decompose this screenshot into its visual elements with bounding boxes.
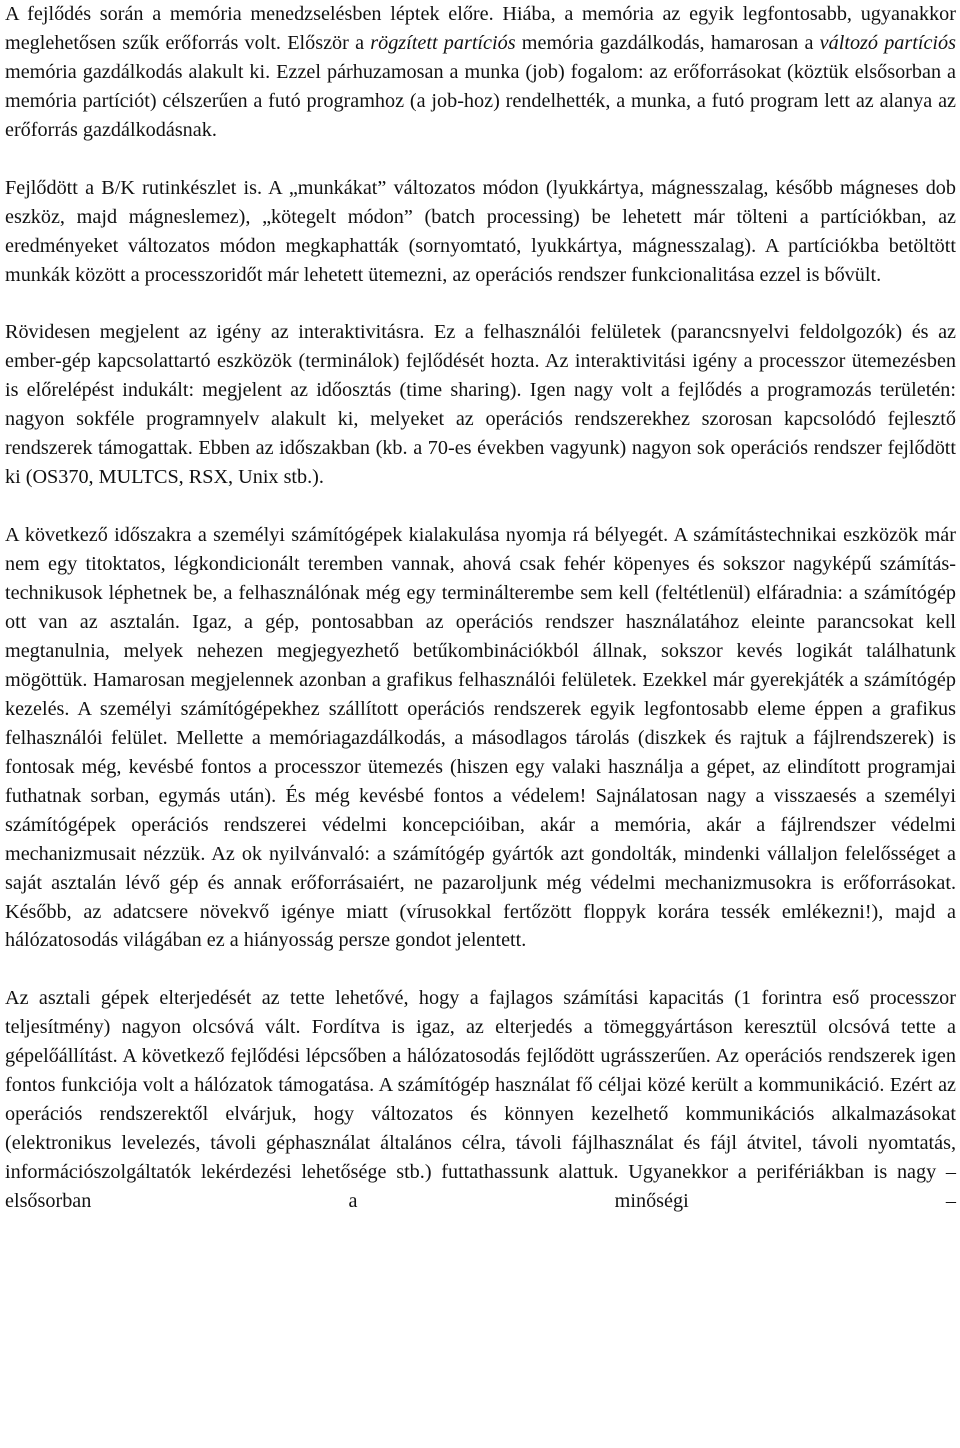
- paragraph-memory-management: [5, 0, 956, 145]
- text-segment: memória gazdálkodás, hamarosan a: [515, 31, 820, 54]
- paragraph-personal-computers: [5, 521, 956, 955]
- document-page: [5, 0, 956, 1216]
- italic-term: változó partíciós: [819, 31, 956, 54]
- text-segment: memória gazdálkodás alakult ki. Ezzel párhuzamosan a munka (job) fogalom: az erőforrásokat (köztük elsősorban a memória partíciót) célszerűen a futó programhoz (a job-hoz) rendelhették, a munka, a futó program lett az alanya az erőforrás gazdálkodásnak.: [5, 60, 956, 141]
- text-segment: A fejlődés során a memória menedzselésben léptek előre. Hiába, a memória az egyik legfontosabb, ugyanakkor meglehetősen szűk erőforrás volt. Először a: [5, 3, 956, 54]
- text-segment: Rövidesen megjelent az igény az interaktivitásra. Ez a felhasználói felületek (parancsnyelvi feldolgozók) és az ember-gép kapcsolattartó eszközök (terminálok) fejlődését hozta. Az interaktivitási igény a processzor ütemezésben is előrelépést indukált: megjelent az időosztás (time sharing). Igen nagy volt a fejlődés a programozás területén: nagyon sokféle programnyelv alakult ki, melyeket az operációs rendszerekhez szorosan kapcsolódó fejlesztő rendszerek támogattak. Ebben az időszakban (kb. a 70-es években vagyunk) nagyon sok operációs rendszer fejlődött ki (OS370, MULTCS, RSX, Unix stb.).: [5, 321, 956, 489]
- text-segment: Az asztali gépek elterjedését az tette lehetővé, hogy a fajlagos számítási kapacitás (1 forintra eső processzor teljesítmény) nagyon olcsóvá vált. Fordítva is igaz, az elterjedés a tömeggyártáson keresztül olcsóvá tette a gépelőállítást. A következő fejlődési lépcsőben a hálózatosodás fejlődött ugrásszerűen. Az operációs rendszerek igen fontos funkciója volt a hálózatok támogatása. A számítógép használat fő céljai közé került a kommunikáció. Ezért az operációs rendszerektől elvárjuk, hogy változatos és könnyen kezelhető kommunikációs alkalmazásokat (elektronikus levelezés, távoli géphasználat általános célra, távoli fájlhasználat és fájl átvitel, távoli nyomtatás, információszolgáltatók lekérdezési lehetősége stb.) futtathassunk alattuk. Ugyanekkor a perifériákban is nagy – elsősorban a minőségi –: [5, 987, 956, 1213]
- paragraph-networking: [5, 984, 956, 1216]
- italic-term: rögzített partíciós: [370, 31, 516, 54]
- text-segment: A következő időszakra a személyi számítógépek kialakulása nyomja rá bélyegét. A számítástechnikai eszközök már nem egy titoktatos, légkondicionált teremben vannak, ahová csak fehér köpenyes és sokszor nagyképű számítás-technikusok léphetnek be, a felhasználónak még egy terminálterembe sem kell (feltétlenül) elfáradnia: a számítógép ott van az asztalán. Igaz, a gép, pontosabban az operációs rendszer használatához eleinte parancsokat kell megtanulnia, melyek nehezen megjegyezhető betűkombinációkból állnak, sokszor kevés logikát találhatunk mögöttük. Hamarosan megjelennek azonban a grafikus felhasználói felületek. Ezekkel már gyerekjáték a számítógép kezelés. A személyi számítógépekhez szállított operációs rendszerek egyik legfontosabb eleme éppen a grafikus felhasználói felület. Mellette a memóriagazdálkodás, a másodlagos tárolás (diszkek és rajtuk a fájlrendszerek) is fontosak még, kevésbé fontos a processzor ütemezés (hiszen egy valaki használja a gépet, az elindított programjai futhatnak sorban, egymás után). És még kevésbé fontos a védelem! Sajnálatosan nagy a visszaesés a személyi számítógépek operációs rendszerei védelmi koncepcióiban, akár a memória, akár a fájlrendszer védelmi mechanizmusait nézzük. Az ok nyilvánvaló: a számítógép gyártók azt gondolták, mindenki vállaljon felelősséget a saját asztalán lévő gép és annak erőforrásaiért, ne pazaroljunk még védelmi mechanizmusokra is erőforrásokat. Később, az adatcsere növekvő igénye miatt (vírusokkal fertőzött floppyk korára tessék emlékezni!), majd a hálózatosodás világában ez a hiányosság persze gondot jelentett.: [5, 524, 956, 952]
- text-segment: Fejlődött a B/K rutinkészlet is. A „munkákat” változatos módon (lyukkártya, mágnesszalag, később mágneses dob eszköz, majd mágneslemez), „kötegelt módon” (batch processing) be lehetett már tölteni a partíciókban, az eredményeket változatos módon megkaphatták (sornyomtató, lyukkártya, mágnesszalag). A partíciókba betöltött munkák között a processzoridőt már lehetett ütemezni, az operációs rendszer funkcionalitása ezzel is bővült.: [5, 176, 956, 286]
- paragraph-interactivity: [5, 318, 956, 492]
- paragraph-io-routines: [5, 174, 956, 290]
